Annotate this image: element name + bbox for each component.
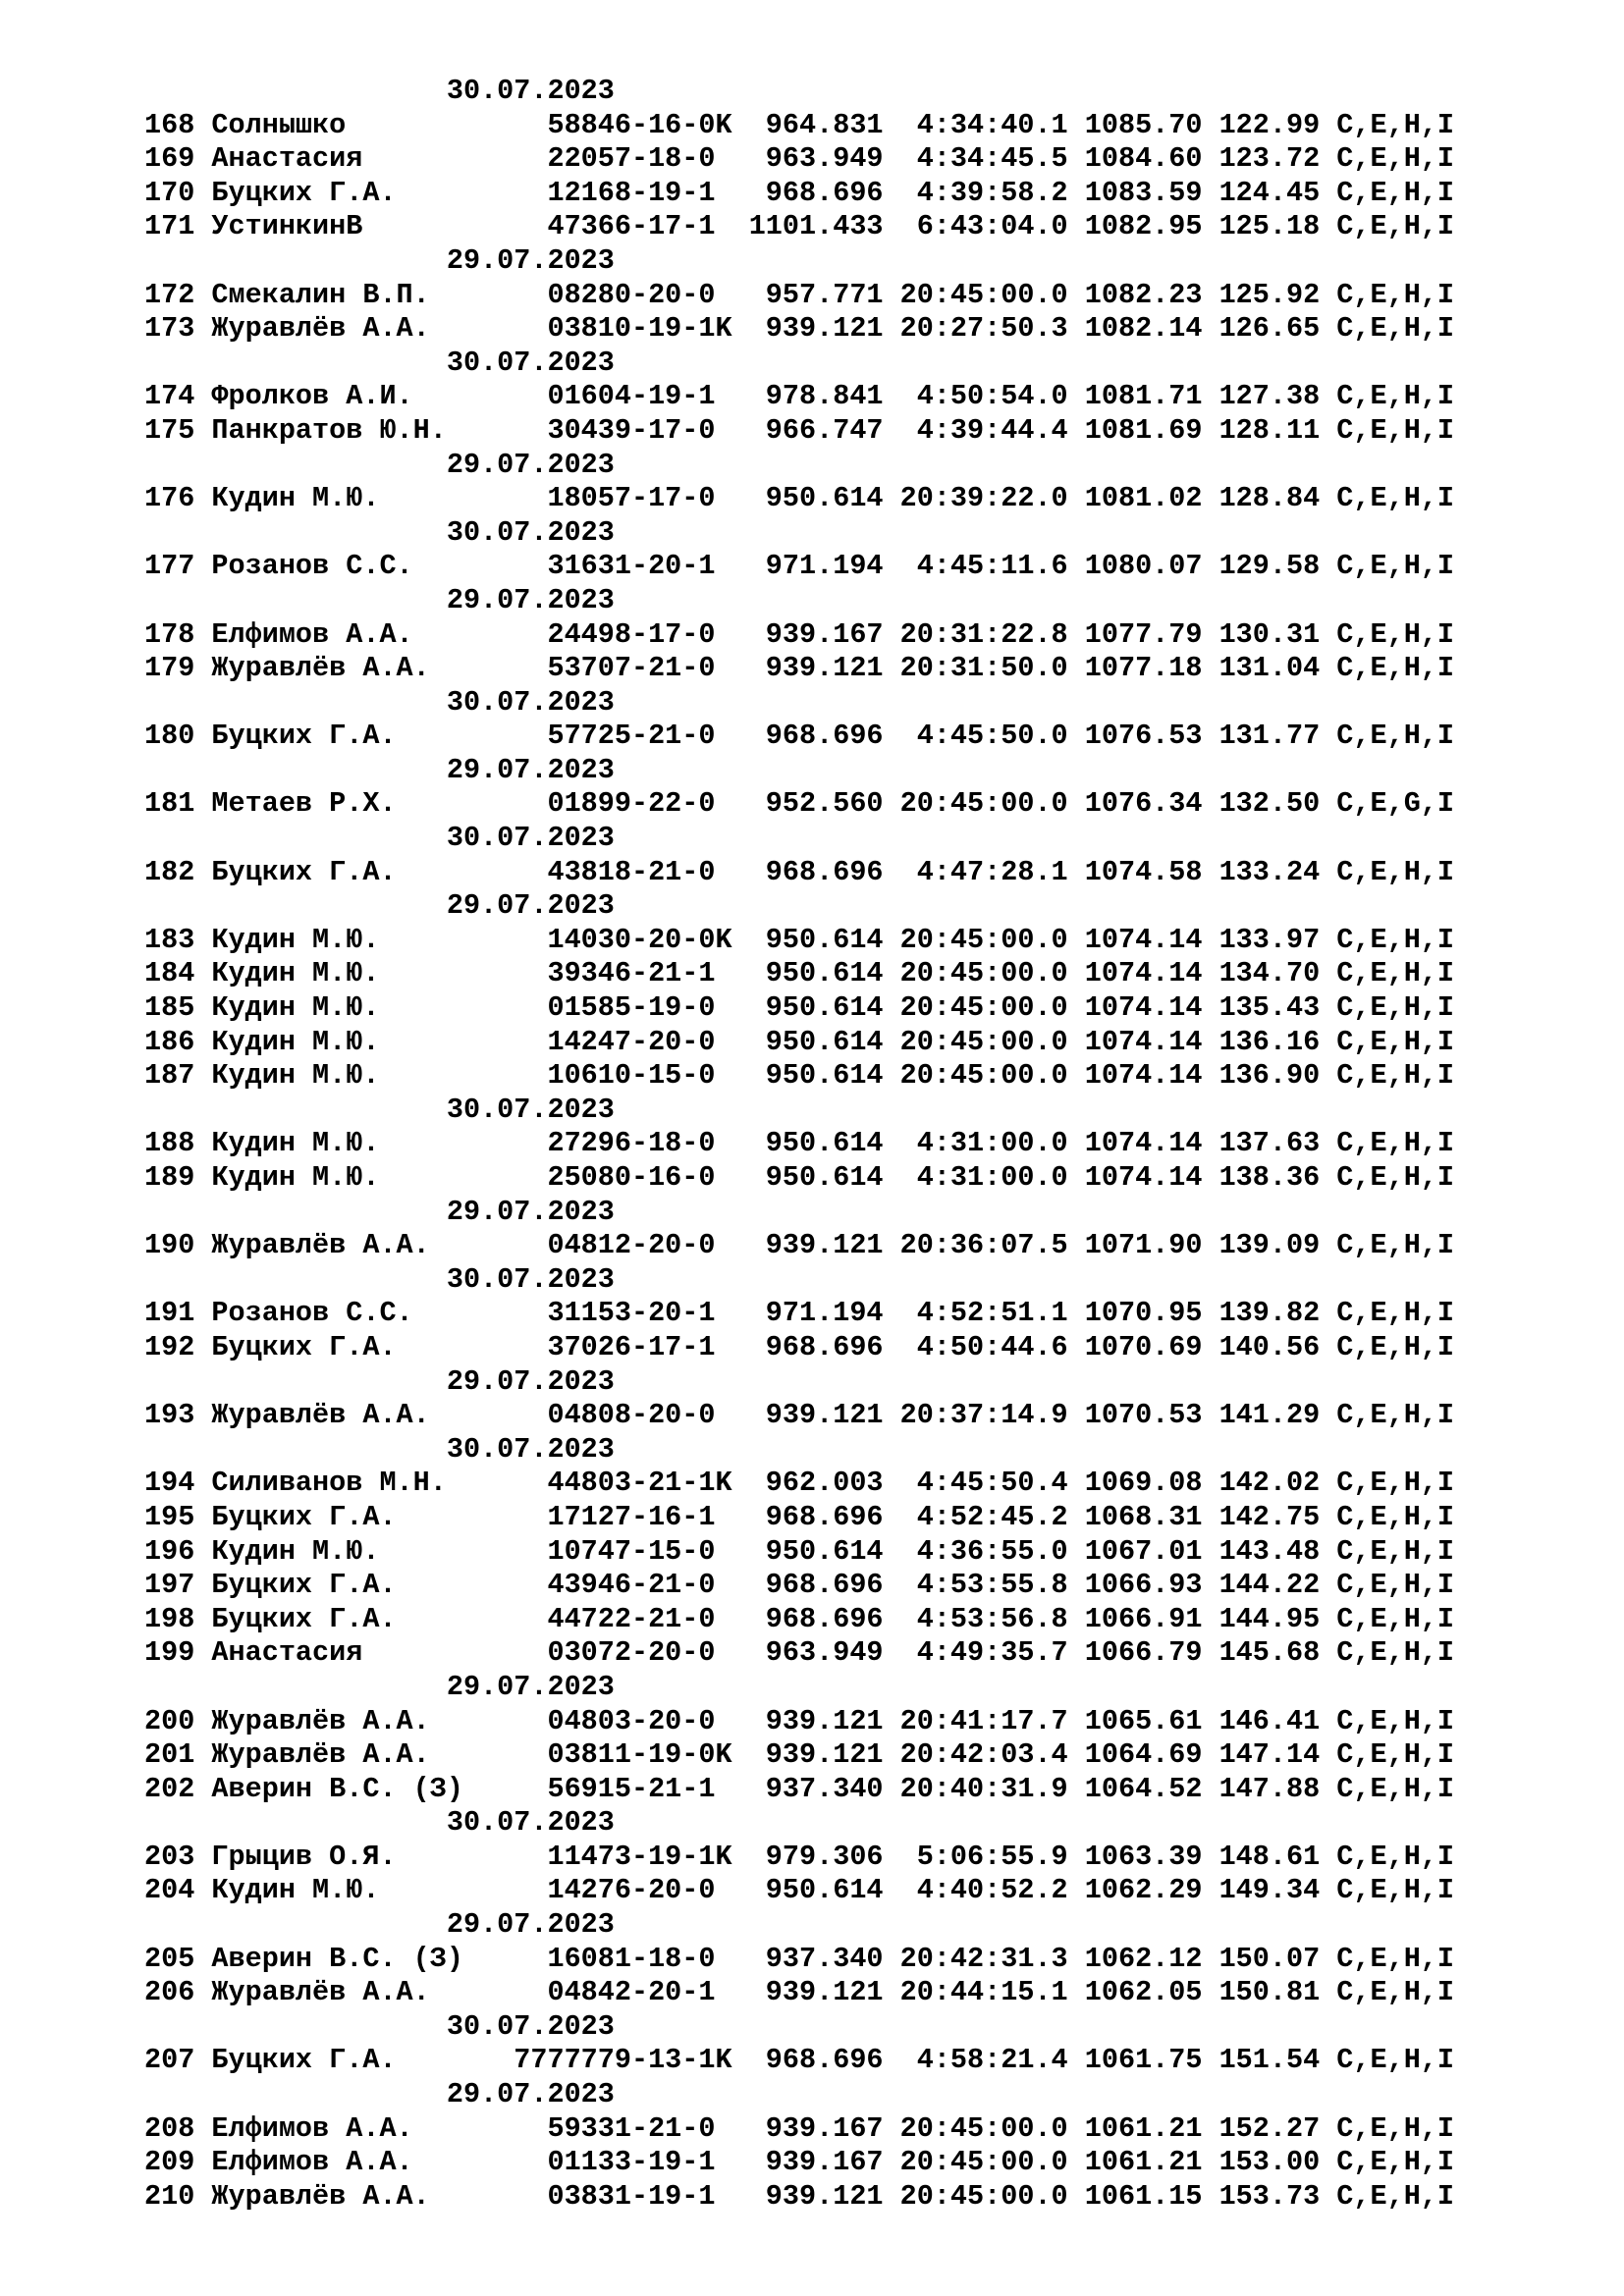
result-row: 180 Буцких Г.А. 57725-21-0 968.696 4:45:50.0 1076.53 131.77 C,E,H,I: [144, 720, 1455, 753]
date-header: 30.07.2023: [144, 1093, 615, 1126]
result-row: 170 Буцких Г.А. 12168-19-1 968.696 4:39:58.2 1083.59 124.45 C,E,H,I: [144, 176, 1455, 209]
result-row: 187 Кудин М.Ю. 10610-15-0 950.614 20:45:00.0 1074.14 136.90 C,E,H,I: [144, 1059, 1455, 1093]
result-row: 197 Буцких Г.А. 43946-21-0 968.696 4:53:55.8 1066.93 144.22 C,E,H,I: [144, 1569, 1455, 1602]
date-header: 30.07.2023: [144, 1262, 615, 1296]
result-row: 182 Буцких Г.А. 43818-21-0 968.696 4:47:28.1 1074.58 133.24 C,E,H,I: [144, 855, 1455, 888]
result-row: 198 Буцких Г.А. 44722-21-0 968.696 4:53:56.8 1066.91 144.95 C,E,H,I: [144, 1602, 1455, 1635]
date-header: 29.07.2023: [144, 2078, 615, 2111]
date-header: 29.07.2023: [144, 1364, 615, 1398]
result-row: 209 Елфимов А.А. 01133-19-1 939.167 20:45:00.0 1061.21 153.00 C,E,H,I: [144, 2146, 1455, 2179]
result-row: 176 Кудин М.Ю. 18057-17-0 950.614 20:39:22.0 1081.02 128.84 C,E,H,I: [144, 482, 1455, 515]
result-row: 190 Журавлёв А.А. 04812-20-0 939.121 20:36:07.5 1071.90 139.09 C,E,H,I: [144, 1229, 1455, 1262]
date-header: 30.07.2023: [144, 346, 615, 379]
result-row: 175 Панкратов Ю.Н. 30439-17-0 966.747 4:39:44.4 1081.69 128.11 C,E,H,I: [144, 413, 1455, 447]
date-header: 30.07.2023: [144, 1806, 615, 1840]
result-row: 188 Кудин М.Ю. 27296-18-0 950.614 4:31:00.0 1074.14 137.63 C,E,H,I: [144, 1127, 1455, 1160]
result-row: 200 Журавлёв А.А. 04803-20-0 939.121 20:41:17.7 1065.61 146.41 C,E,H,I: [144, 1704, 1455, 1737]
result-row: 174 Фролков А.И. 01604-19-1 978.841 4:50:54.0 1081.71 127.38 C,E,H,I: [144, 380, 1455, 413]
result-row: 189 Кудин М.Ю. 25080-16-0 950.614 4:31:00.0 1074.14 138.36 C,E,H,I: [144, 1161, 1455, 1194]
result-row: 177 Розанов С.С. 31631-20-1 971.194 4:45:11.6 1080.07 129.58 C,E,H,I: [144, 550, 1455, 583]
result-row: 186 Кудин М.Ю. 14247-20-0 950.614 20:45:00.0 1074.14 136.16 C,E,H,I: [144, 1025, 1455, 1058]
date-header: 29.07.2023: [144, 583, 615, 616]
result-row: 196 Кудин М.Ю. 10747-15-0 950.614 4:36:55.0 1067.01 143.48 C,E,H,I: [144, 1534, 1455, 1568]
date-header: 29.07.2023: [144, 753, 615, 786]
result-row: 201 Журавлёв А.А. 03811-19-0K 939.121 20:42:03.4 1064.69 147.14 C,E,H,I: [144, 1738, 1455, 1772]
result-row: 192 Буцких Г.А. 37026-17-1 968.696 4:50:44.6 1070.69 140.56 C,E,H,I: [144, 1330, 1455, 1363]
result-row: 191 Розанов С.С. 31153-20-1 971.194 4:52:51.1 1070.95 139.82 C,E,H,I: [144, 1297, 1455, 1330]
result-row: 205 Аверин В.С. (З) 16081-18-0 937.340 20:42:31.3 1062.12 150.07 C,E,H,I: [144, 1942, 1455, 1975]
result-row: 183 Кудин М.Ю. 14030-20-0K 950.614 20:45:00.0 1074.14 133.97 C,E,H,I: [144, 923, 1455, 956]
result-row: 169 Анастасия 22057-18-0 963.949 4:34:45.5 1084.60 123.72 C,E,H,I: [144, 142, 1455, 176]
result-row: 199 Анастасия 03072-20-0 963.949 4:49:35.7 1066.79 145.68 C,E,H,I: [144, 1636, 1455, 1670]
result-row: 171 УстинкинВ 47366-17-1 1101.433 6:43:04.0 1082.95 125.18 C,E,H,I: [144, 210, 1455, 243]
result-row: 168 Солнышко 58846-16-0K 964.831 4:34:40.1 1085.70 122.99 C,E,H,I: [144, 108, 1455, 141]
results-listing: [144, 75, 1454, 2214]
result-row: 178 Елфимов А.А. 24498-17-0 939.167 20:31:22.8 1077.79 130.31 C,E,H,I: [144, 617, 1455, 651]
result-row: 185 Кудин М.Ю. 01585-19-0 950.614 20:45:00.0 1074.14 135.43 C,E,H,I: [144, 991, 1455, 1025]
result-row: 204 Кудин М.Ю. 14276-20-0 950.614 4:40:52.2 1062.29 149.34 C,E,H,I: [144, 1874, 1455, 1907]
date-header: 30.07.2023: [144, 822, 615, 855]
result-row: 208 Елфимов А.А. 59331-21-0 939.167 20:45:00.0 1061.21 152.27 C,E,H,I: [144, 2111, 1455, 2145]
result-row: 173 Журавлёв А.А. 03810-19-1K 939.121 20:27:50.3 1082.14 126.65 C,E,H,I: [144, 312, 1455, 346]
date-header: 29.07.2023: [144, 1670, 615, 1703]
result-row: 206 Журавлёв А.А. 04842-20-1 939.121 20:44:15.1 1062.05 150.81 C,E,H,I: [144, 1976, 1455, 2009]
date-header: 30.07.2023: [144, 75, 615, 107]
result-row: 184 Кудин М.Ю. 39346-21-1 950.614 20:45:00.0 1074.14 134.70 C,E,H,I: [144, 957, 1455, 990]
result-row: 172 Смекалин В.П. 08280-20-0 957.771 20:45:00.0 1082.23 125.92 C,E,H,I: [144, 278, 1455, 311]
result-row: 210 Журавлёв А.А. 03831-19-1 939.121 20:45:00.0 1061.15 153.73 C,E,H,I: [144, 2179, 1455, 2213]
result-row: 194 Силиванов М.Н. 44803-21-1K 962.003 4:45:50.4 1069.08 142.02 C,E,H,I: [144, 1467, 1455, 1500]
result-row: 179 Журавлёв А.А. 53707-21-0 939.121 20:31:50.0 1077.18 131.04 C,E,H,I: [144, 652, 1455, 685]
result-row: 202 Аверин В.С. (З) 56915-21-1 937.340 20:40:31.9 1064.52 147.88 C,E,H,I: [144, 1772, 1455, 1805]
date-header: 30.07.2023: [144, 515, 615, 549]
result-row: 195 Буцких Г.А. 17127-16-1 968.696 4:52:45.2 1068.31 142.75 C,E,H,I: [144, 1500, 1455, 1533]
result-row: 207 Буцких Г.А. 7777779-13-1K 968.696 4:58:21.4 1061.75 151.54 C,E,H,I: [144, 2044, 1455, 2077]
date-header: 30.07.2023: [144, 1432, 615, 1466]
result-row: 193 Журавлёв А.А. 04808-20-0 939.121 20:37:14.9 1070.53 141.29 C,E,H,I: [144, 1399, 1455, 1432]
result-row: 181 Метаев Р.Х. 01899-22-0 952.560 20:45:00.0 1076.34 132.50 C,E,G,I: [144, 787, 1455, 821]
date-header: 30.07.2023: [144, 2009, 615, 2043]
date-header: 30.07.2023: [144, 685, 615, 719]
result-row: 203 Грыцив О.Я. 11473-19-1K 979.306 5:06:55.9 1063.39 148.61 C,E,H,I: [144, 1840, 1455, 1873]
date-header: 29.07.2023: [144, 1195, 615, 1228]
date-header: 29.07.2023: [144, 1908, 615, 1942]
date-header: 29.07.2023: [144, 448, 615, 481]
date-header: 29.07.2023: [144, 243, 615, 277]
date-header: 29.07.2023: [144, 889, 615, 923]
